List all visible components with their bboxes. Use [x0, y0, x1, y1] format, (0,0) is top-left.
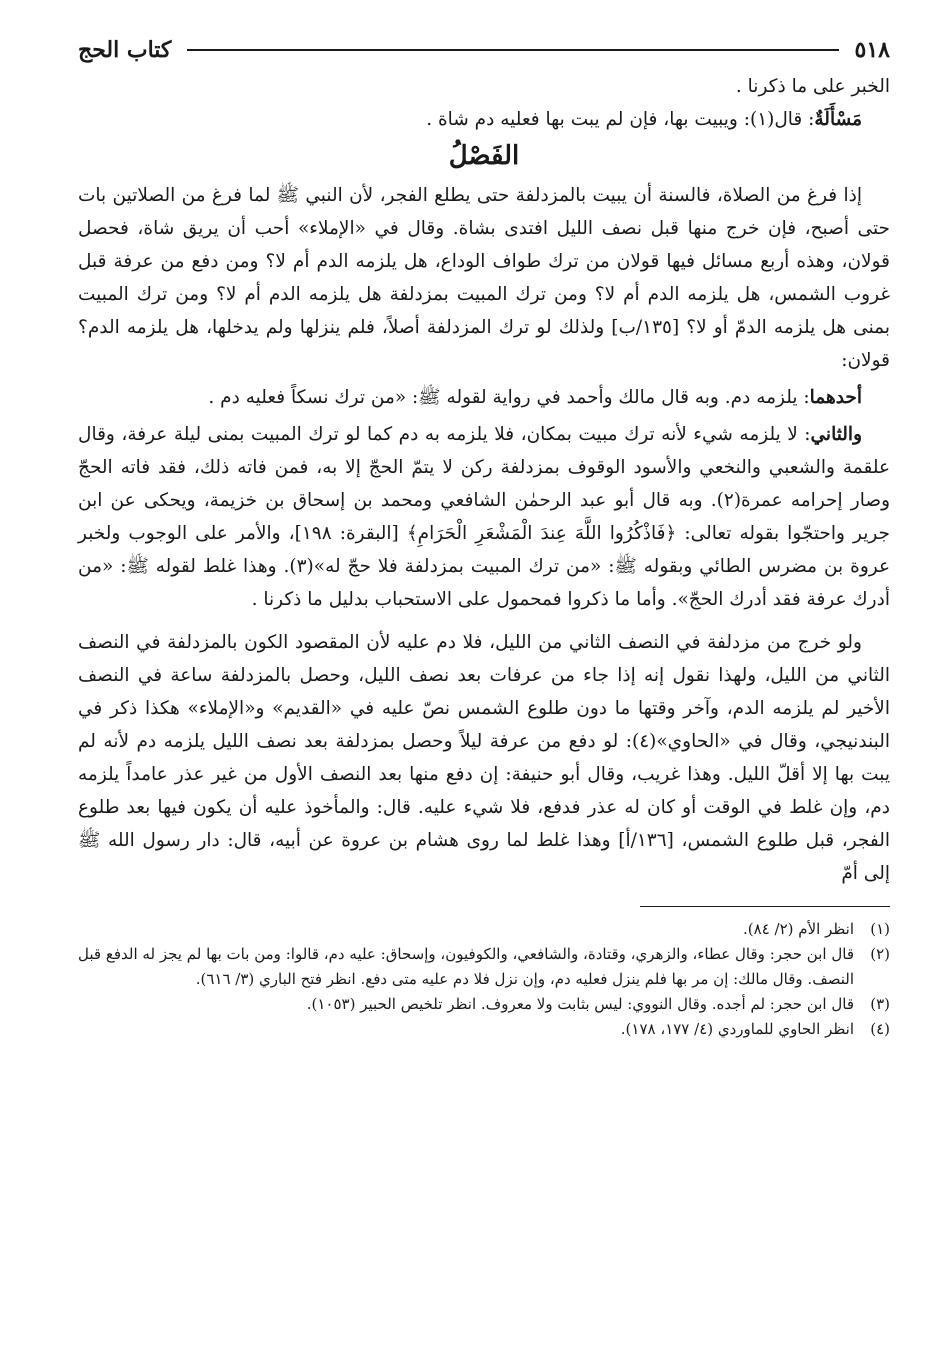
first-opinion	[78, 381, 890, 414]
footnote-text: انظر الأم (٢/ ٨٤).	[743, 920, 854, 938]
section-title: الفَصْلُ	[448, 141, 520, 171]
intro-line: الخبر على ما ذكرنا .	[735, 76, 890, 97]
footnote-number: (٤)	[870, 1020, 890, 1038]
second-opinion-label: والثاني	[810, 424, 862, 445]
footnote-text: انظر الحاوي للماوردي (٤/ ١٧٧، ١٧٨).	[620, 1020, 854, 1038]
paragraph-3: ولو خرج من مزدلفة في النصف الثاني من الليل، فلا دم عليه لأن المقصود الكون بالمزدلفة في النصف الثاني من الليل، ولهذا نقول إنه إذا جاء من عرفات بعد نصف الليل، وحصل بالمزدلفة ساعة في النصف الأخير لم يلزمه الدم، وآخر وقتها ما دون طلوع الشمس نصّ عليه في «القديم» و«الإملاء» هكذا ذكر في البندنيجي، وقال في «الحاوي»(٤): لو دفع من عرفة ليلاً وحصل بمزدلفة بعد نصف الليل يلزمه دم لأنه لم يبت بها إلا أقلّ الليل. وهذا غريب، وقال أبو حنيفة: إن دفع منها بعد النصف الأول من غير عذر عامداً يلزمه دم، وإن غلط في الوقت أو كان له عذر فدفع، فلا شيء عليه. قال: والمأخوذ عليه أن يكون فيها بعد طلوع الفجر، قبل طلوع الشمس، [١٣٦/أ] وهذا غلط لما روى هشام بن عروة عن أبيه، قال: دار رسول الله ﷺ إلى أمّ	[78, 632, 890, 884]
footnote-item	[78, 992, 890, 1017]
page-number: ٥١٨	[854, 37, 890, 63]
footnote-item	[78, 1017, 890, 1042]
footnote-text: قال ابن حجر: وقال عطاء، والزهري، وقتادة، والشافعي، والكوفيون، وإسحاق: عليه دم، قالوا: ومن بات بها لم يجز له الدفع قبل النصف. وقال مالك: إن مر بها فلم ينزل فعليه دم، وإن نزل فلا دم عليه متى دفع. انظر فتح الباري (٣/ ٦١٦).	[78, 945, 854, 988]
second-opinion	[78, 418, 890, 616]
header-rule	[187, 49, 838, 51]
masala-text: : قال(١): ويبيت بها، فإن لم يبت بها فعليه دم شاة .	[426, 109, 815, 130]
footnote-item	[78, 917, 890, 942]
first-opinion-label: أحدهما	[809, 387, 862, 408]
footnotes	[78, 917, 890, 1042]
footnote-rule	[640, 906, 890, 907]
page-header	[78, 30, 890, 70]
book-title: كتاب الحج	[78, 37, 172, 63]
second-opinion-text: : لا يلزمه شيء لأنه ترك مبيت بمكان، فلا يلزمه به دم كما لو ترك المبيت بمنى ليلة عرفة، وقال علقمة والشعبي والنخعي والأسود الوقوف بمزدلفة ركن لا يتمّ الحجّ إلا به، فمن فاته ذلك، فقد فاته الحجّ وصار إحرامه عمرة(٢). وبه قال أبو عبد الرحمٰن الشافعي ومحمد بن إسحاق بن خزيمة، ويحكى عن ابن جرير واحتجّوا بقوله تعالى: ﴿فَاذْكُرُوا اللَّهَ عِندَ الْمَشْعَرِ الْحَرَامِ﴾ [البقرة: ١٩٨]، والأمر على الوجوب ولخبر عروة بن مضرس الطائي وبقوله ﷺ: «من ترك المبيت بمزدلفة فلا حجّ له»(٣). وهذا غلط لقوله ﷺ: «من أدرك عرفة فقد أدرك الحجّ». وأما ما ذكروا فمحمول على الاستحباب بدليل ما ذكرنا .	[78, 424, 891, 610]
footnote-number: (٢)	[870, 945, 890, 963]
first-opinion-text: : يلزمه دم. وبه قال مالك وأحمد في رواية لقوله ﷺ: «من ترك نسكاً فعليه دم .	[208, 387, 810, 408]
paragraph-1: إذا فرغ من الصلاة، فالسنة أن يبيت بالمزدلفة حتى يطلع الفجر، لأن النبي ﷺ لما فرغ من الصلاتين بات حتى أصبح، فإن خرج منها قبل نصف الليل افتدى بشاة. وقال في «الإملاء» أحب أن يريق شاة، فحصل قولان، وهذه أربع مسائل فيها قولان من ترك طواف الوداع، هل يلزمه الدم أم لا؟ ومن دفع من عرفة قبل غروب الشمس، هل يلزمه الدم أم لا؟ ومن ترك المبيت بمزدلفة هل يلزمه الدم أم لا؟ ومن ترك المبيت بمنى هل يلزمه الدمّ أو لا؟ [١٣٥/ب] ولذلك لو ترك المزدلفة أصلاً، فلم ينزلها ولم يدخلها، هل يلزمه الدم؟ قولان:	[78, 185, 890, 371]
footnote-text: قال ابن حجر: لم أجده. وقال النووي: ليس بثابت ولا معروف. انظر تلخيص الحبير (١٠٥٣).	[306, 995, 854, 1013]
masala-label: مَسْأَلَةٌ	[814, 109, 862, 130]
book-page	[78, 30, 890, 1350]
footnote-number: (٣)	[870, 995, 890, 1013]
footnote-item	[78, 942, 890, 992]
footnote-number: (١)	[870, 920, 890, 938]
masala-line	[78, 103, 890, 136]
main-text	[78, 70, 890, 890]
